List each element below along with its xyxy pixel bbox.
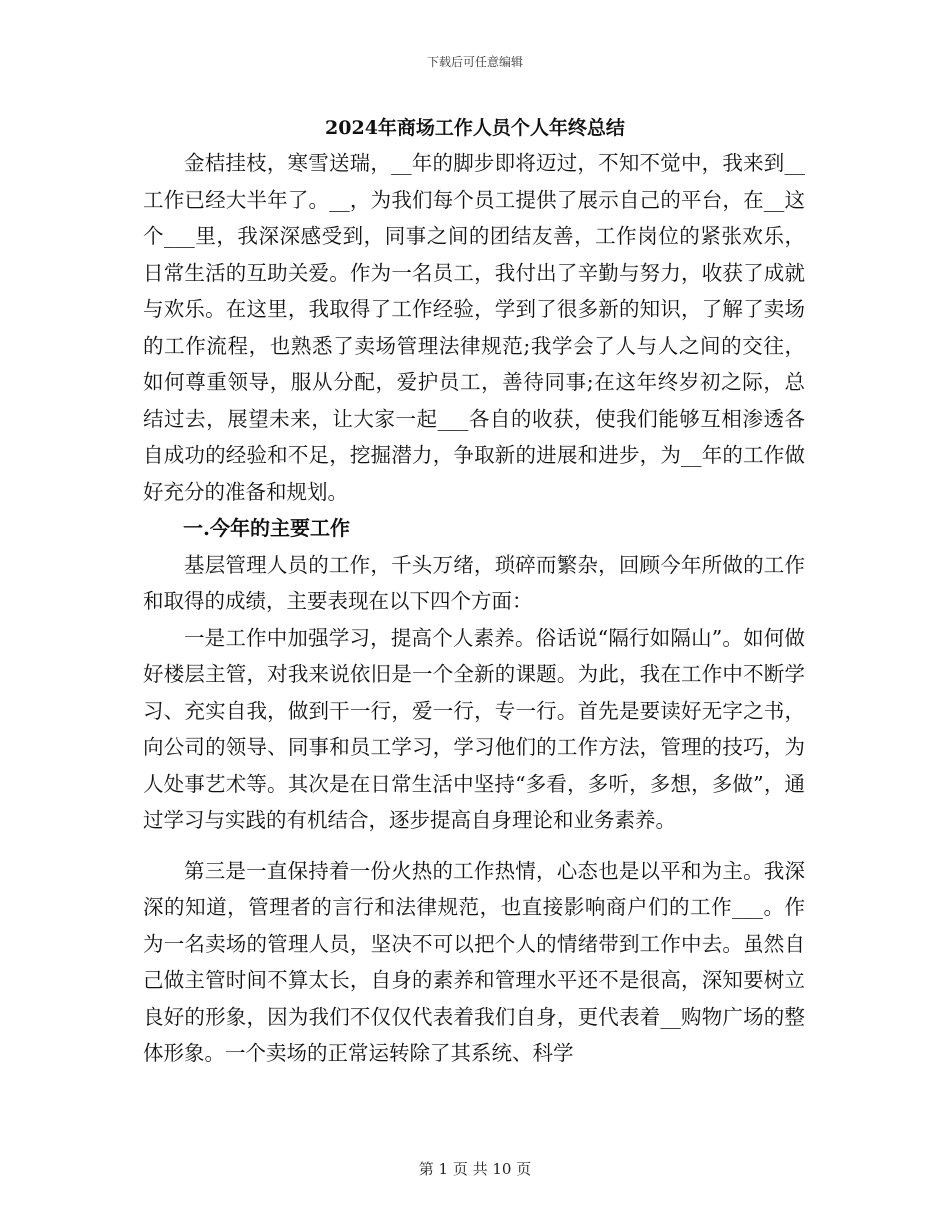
document-title: 2024年商场工作人员个人年终总结 bbox=[325, 117, 625, 139]
section-heading: 一.今年的主要工作 bbox=[183, 516, 350, 540]
page-footer: 第 1 页 共 10 页 bbox=[418, 1160, 532, 1178]
document-body bbox=[143, 145, 805, 1072]
point-three-paragraph: 第三是一直保持着一份火热的工作热情，心态也是以平和为主。我深深的知道，管理者的言行和法律规范，也直接影响商户们的工作___。作为一名卖场的管理人员，坚决不可以把个人的情绪带到工作中去。虽然自己做主管时间不算太长，自身的素养和管理水平还不是很高，深知要树立良好的形象，因为我们不仅仅代表着我们自身，更代表着__购物广场的整体形象。一个卖场的正常运转除了其系统、科学 bbox=[143, 858, 805, 1065]
intro-paragraph: 金桔挂枝，寒雪送瑞，__年的脚步即将迈过，不知不觉中，我来到__工作已经大半年了。__，为我们每个员工提供了展示自己的平台，在__这个___里，我深深感受到，同事之间的团结友善，工作岗位的紧张欢乐，日常生活的互助关爱。作为一名员工，我付出了辛勤与努力，收获了成就与欢乐。在这里，我取得了工作经验，学到了很多新的知识，了解了卖场的工作流程，也熟悉了卖场管理法律规范;我学会了人与人之间的交往，如何尊重领导，服从分配，爱护员工，善待同事;在这年终岁初之际，总结过去，展望未来，让大家一起___各自的收获，使我们能够互相渗透各自成功的经验和不足，挖掘潜力，争取新的进展和进步，为__年的工作做好充分的准备和规划。 bbox=[143, 151, 805, 504]
section-intro-paragraph: 基层管理人员的工作，千头万绪，琐碎而繁杂，回顾今年所做的工作和取得的成绩，主要表现在以下四个方面： bbox=[143, 552, 805, 613]
page-header-note: 下载后可任意编辑 bbox=[426, 55, 523, 69]
point-one-paragraph: 一是工作中加强学习，提高个人素养。俗话说“隔行如隔山”。如何做好楼层主管，对我来说依旧是一个全新的课题。为此，我在工作中不断学习、充实自我，做到干一行，爱一行，专一行。首先是要读好无字之书，向公司的领导、同事和员工学习，学习他们的工作方法，管理的技巧，为人处事艺术等。其次是在日常生活中坚持“多看，多听，多想，多做”，通过学习与实践的有机结合，逐步提高自身理论和业务素养。 bbox=[143, 625, 805, 832]
